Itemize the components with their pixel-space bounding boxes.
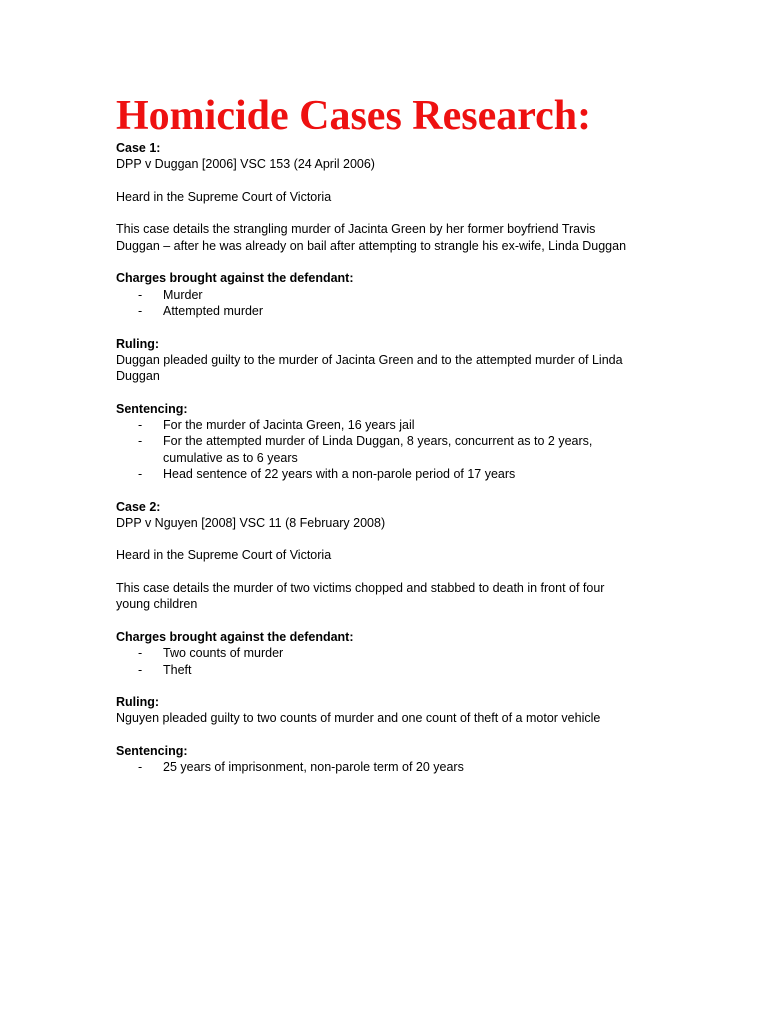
- ruling-line: Duggan pleaded guilty to the murder of Jacinta Green and to the attempted murder of Linda: [116, 352, 623, 367]
- case-citation: DPP v Nguyen [2008] VSC 11 (8 February 2008): [116, 515, 386, 530]
- case-heading: Case 1:: [116, 141, 161, 155]
- charges-list: [116, 645, 716, 678]
- charges-heading: Charges brought against the defendant:: [116, 271, 354, 286]
- bullet-dash: -: [138, 287, 143, 302]
- charges-list: [116, 287, 716, 320]
- list-item-text: Murder: [163, 287, 203, 302]
- document-title: [116, 92, 716, 140]
- bullet-dash: -: [138, 303, 143, 318]
- sentencing-list: [116, 759, 716, 775]
- list-item: [116, 287, 716, 303]
- bullet-dash: -: [138, 760, 143, 775]
- ruling-heading: Ruling:: [116, 336, 160, 351]
- case-2-section: [116, 499, 716, 776]
- sentencing-heading: Sentencing:: [116, 401, 188, 416]
- list-item: [116, 759, 716, 775]
- list-item-text: cumulative as to 6 years: [163, 450, 298, 465]
- ruling-heading: Ruling:: [116, 695, 160, 710]
- ruling-line: Duggan: [116, 369, 160, 384]
- list-item-text: Two counts of murder: [163, 646, 284, 661]
- ruling-line: Nguyen pleaded guilty to two counts of murder and one count of theft of a motor vehicle: [116, 711, 601, 726]
- list-item-text: Head sentence of 22 years with a non-parole period of 17 years: [163, 466, 516, 481]
- title-colon: :: [577, 93, 592, 139]
- case-details-line: This case details the strangling murder of Jacinta Green by her former boyfriend Travis: [116, 222, 596, 237]
- list-item-text: 25 years of imprisonment, non-parole term of 20 years: [163, 760, 464, 775]
- document-page: [116, 92, 716, 776]
- list-item: [116, 303, 716, 319]
- bullet-dash: -: [138, 434, 143, 449]
- list-item: [116, 466, 716, 482]
- charges-heading: Charges brought against the defendant:: [116, 629, 354, 644]
- list-item: [116, 417, 716, 433]
- list-item-text: For the attempted murder of Linda Duggan, 8 years, concurrent as to 2 years,: [163, 434, 593, 449]
- list-item-text: For the murder of Jacinta Green, 16 years jail: [163, 418, 415, 433]
- bullet-dash: -: [138, 662, 143, 677]
- list-item-text: Theft: [163, 662, 192, 677]
- list-item: [116, 662, 716, 678]
- court-text: Heard in the Supreme Court of Victoria: [116, 548, 332, 563]
- sentencing-list: [116, 417, 716, 482]
- case-details-line: This case details the murder of two victims chopped and stabbed to death in front of four: [116, 581, 605, 596]
- list-item: [116, 433, 716, 449]
- case-citation: DPP v Duggan [2006] VSC 153 (24 April 2006): [116, 157, 375, 172]
- case-heading: Case 2:: [116, 499, 161, 514]
- case-details-line: Duggan – after he was already on bail after attempting to strangle his ex-wife, Linda Duggan: [116, 238, 627, 253]
- case-1-section: [116, 140, 716, 482]
- bullet-dash: -: [138, 466, 143, 481]
- list-item: [116, 645, 716, 661]
- bullet-dash: -: [138, 646, 143, 661]
- case-details-line: young children: [116, 597, 198, 612]
- list-item-continuation: [116, 450, 716, 466]
- title-text: Homicide Cases Research: [116, 93, 578, 139]
- court-text: Heard in the Supreme Court of Victoria: [116, 189, 332, 204]
- bullet-dash: -: [138, 418, 143, 433]
- sentencing-heading: Sentencing:: [116, 743, 188, 758]
- list-item-text: Attempted murder: [163, 303, 264, 318]
